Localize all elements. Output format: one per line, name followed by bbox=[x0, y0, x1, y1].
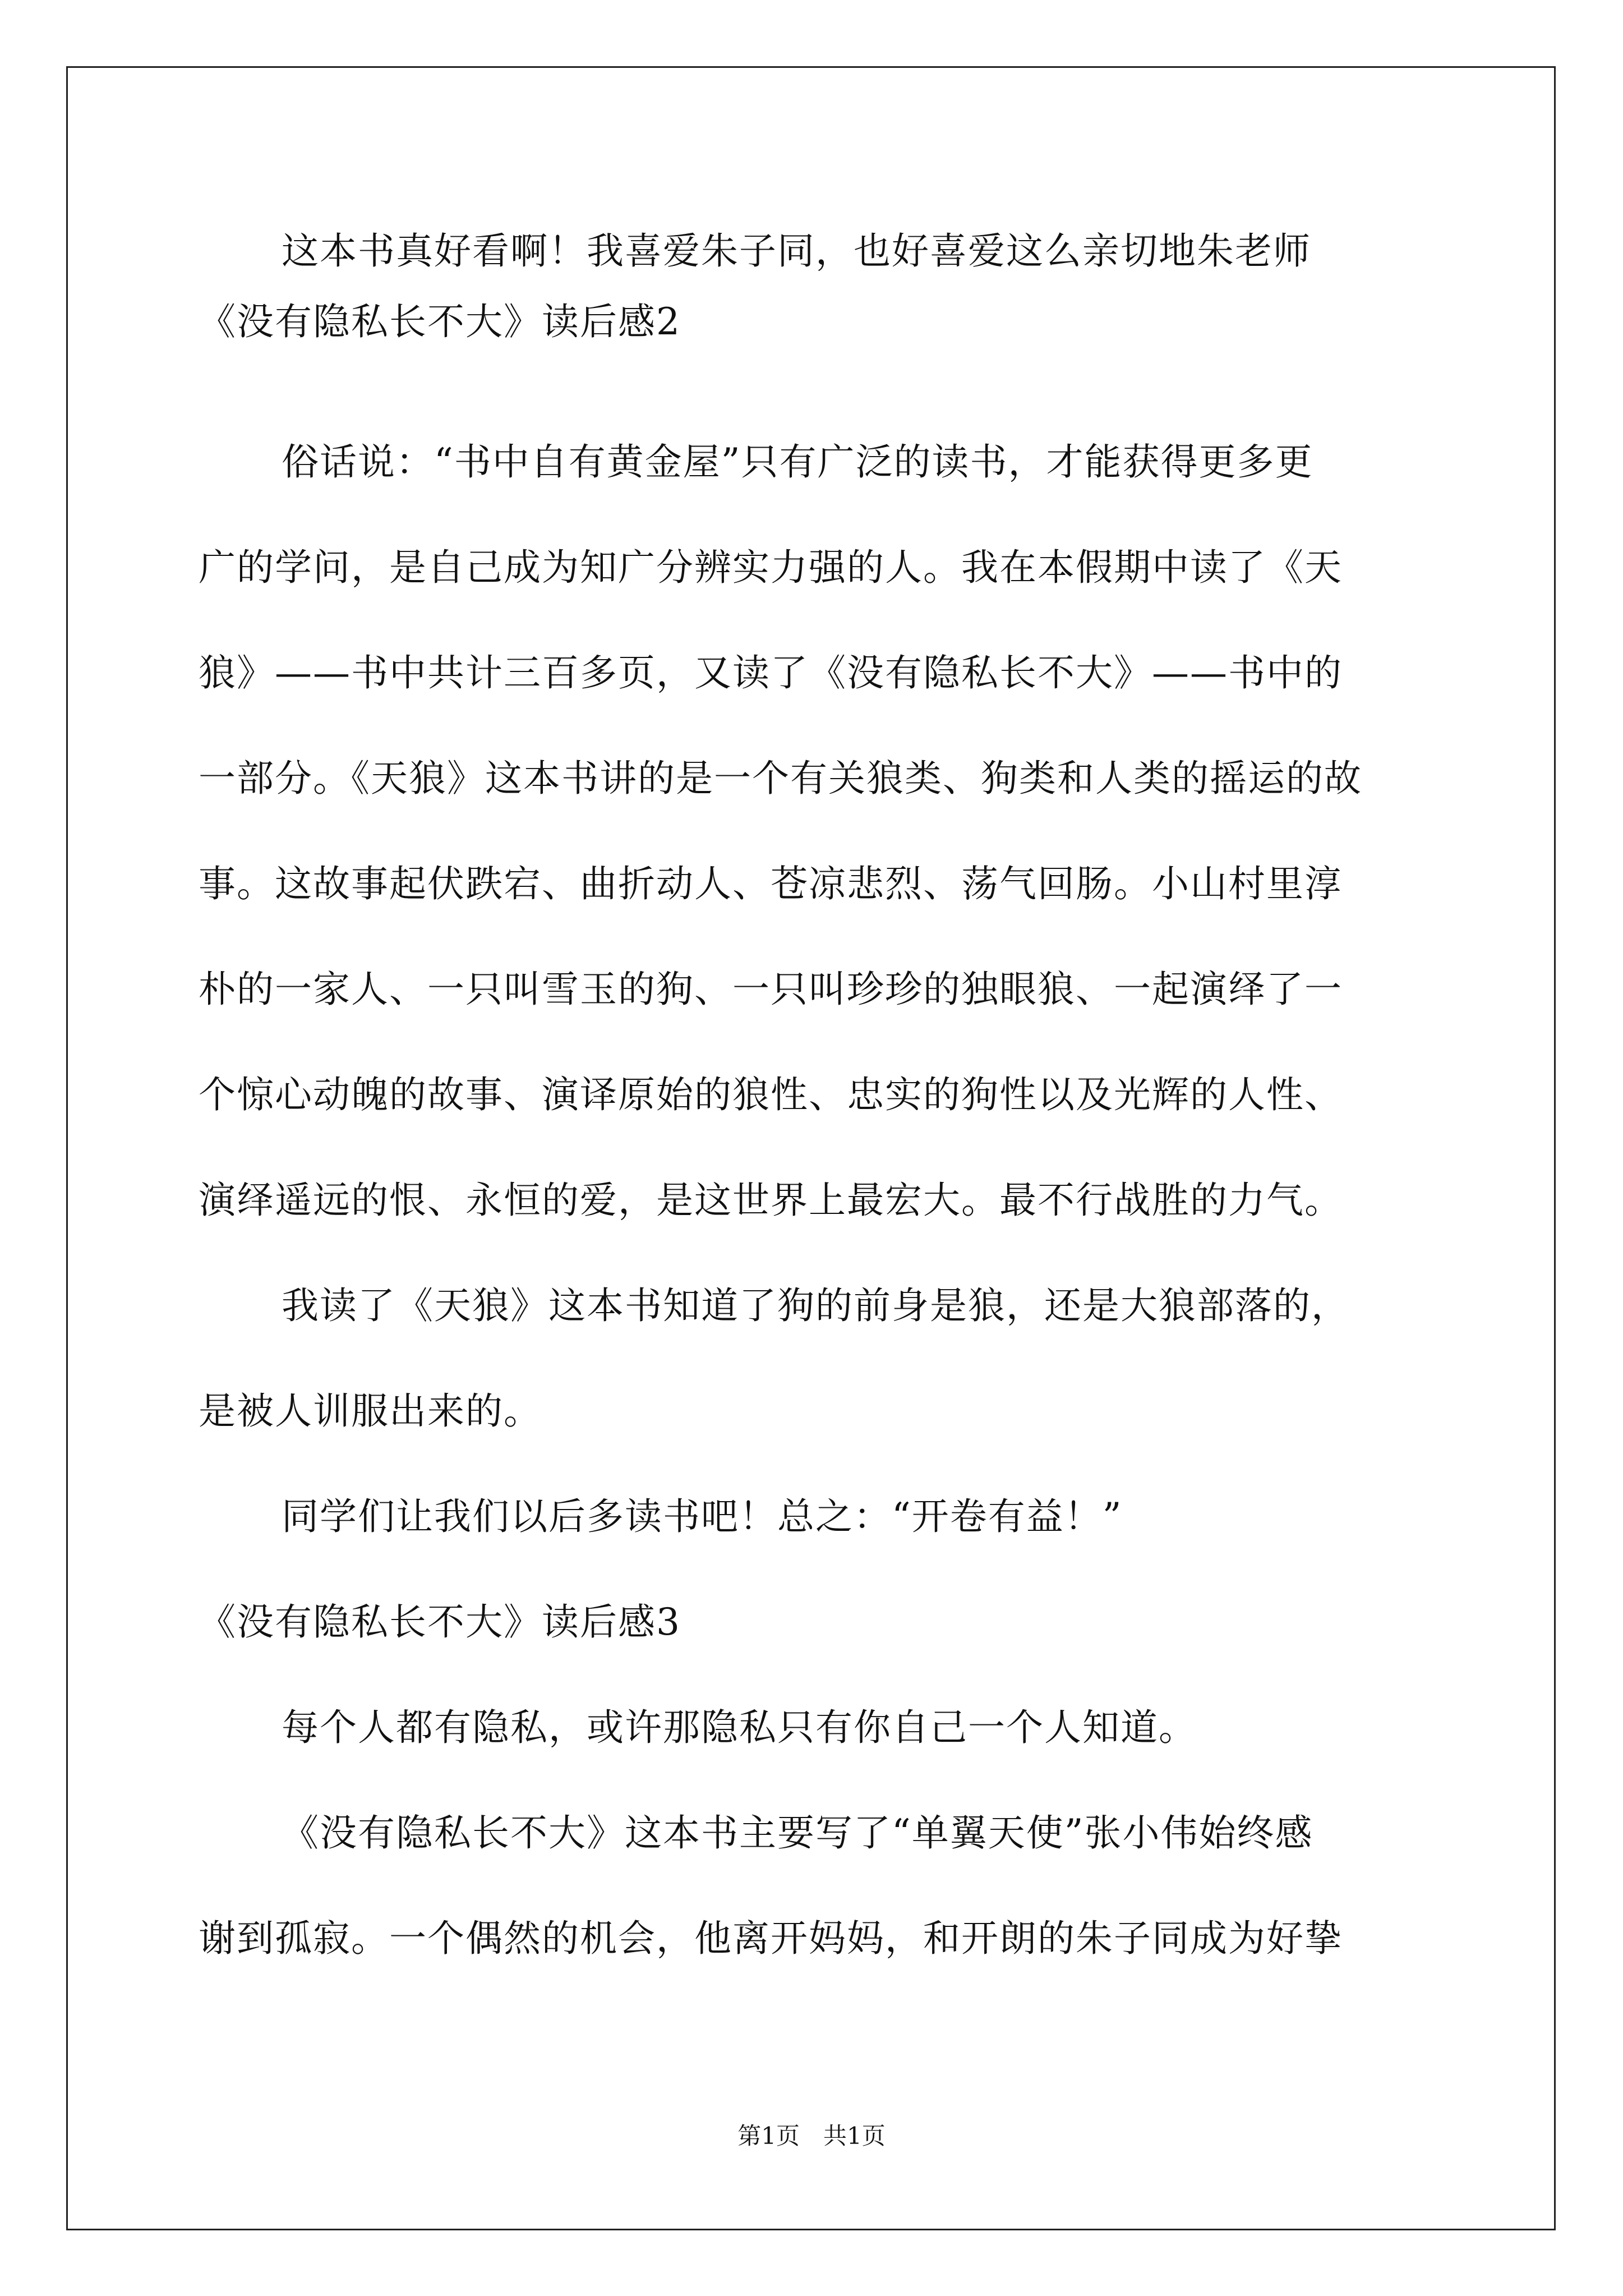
paragraph-line: 俗话说：“书中自有黄金屋”只有广泛的读书，才能获得更多更 bbox=[282, 440, 1313, 484]
paragraph-line: 个惊心动魄的故事、演译原始的狼性、忠实的狗性以及光辉的人性、 bbox=[199, 1073, 1343, 1116]
section-heading: 《没有隐私长不大》读后感3 bbox=[199, 1600, 681, 1644]
paragraph-line: 是被人训服出来的。 bbox=[199, 1389, 542, 1433]
paragraph-line: 事。这故事起伏跌宕、曲折动人、苍凉悲烈、荡气回肠。小山村里淳 bbox=[199, 862, 1343, 905]
paragraph-line: 广的学问，是自己成为知广分辨实力强的人。我在本假期中读了《天 bbox=[199, 546, 1343, 589]
paragraph-line: 一部分。《天狼》这本书讲的是一个有关狼类、狗类和人类的摇运的故 bbox=[199, 757, 1362, 800]
paragraph-line: 狼》——书中共计三百多页，又读了《没有隐私长不大》——书中的 bbox=[199, 651, 1343, 694]
paragraph-line: 演绎遥远的恨、永恒的爱，是这世界上最宏大。最不行战胜的力气。 bbox=[199, 1179, 1343, 1222]
paragraph-line: 同学们让我们以后多读书吧！总之：“开卷有益！” bbox=[282, 1495, 1123, 1538]
paragraph-line: 每个人都有隐私，或许那隐私只有你自己一个人知道。 bbox=[282, 1706, 1197, 1749]
paragraph-line: 我读了《天狼》这本书知道了狗的前身是狼，还是大狼部落的， bbox=[282, 1284, 1349, 1327]
paragraph-line: 谢到孤寂。一个偶然的机会，他离开妈妈，和开朗的朱子同成为好挚 bbox=[199, 1917, 1343, 1960]
page-footer: 第1页 共1页 bbox=[737, 2122, 886, 2150]
paragraph-line: 这本书真好看啊！我喜爱朱子同，也好喜爱这么亲切地朱老师 bbox=[282, 229, 1311, 273]
paragraph-line: 《没有隐私长不大》这本书主要写了“单翼天使”张小伟始终感 bbox=[282, 1811, 1313, 1855]
page-border bbox=[66, 66, 1556, 2230]
paragraph-line: 朴的一家人、一只叫雪玉的狗、一只叫珍珍的独眼狼、一起演绎了一 bbox=[199, 968, 1343, 1011]
section-heading: 《没有隐私长不大》读后感2 bbox=[199, 300, 681, 343]
